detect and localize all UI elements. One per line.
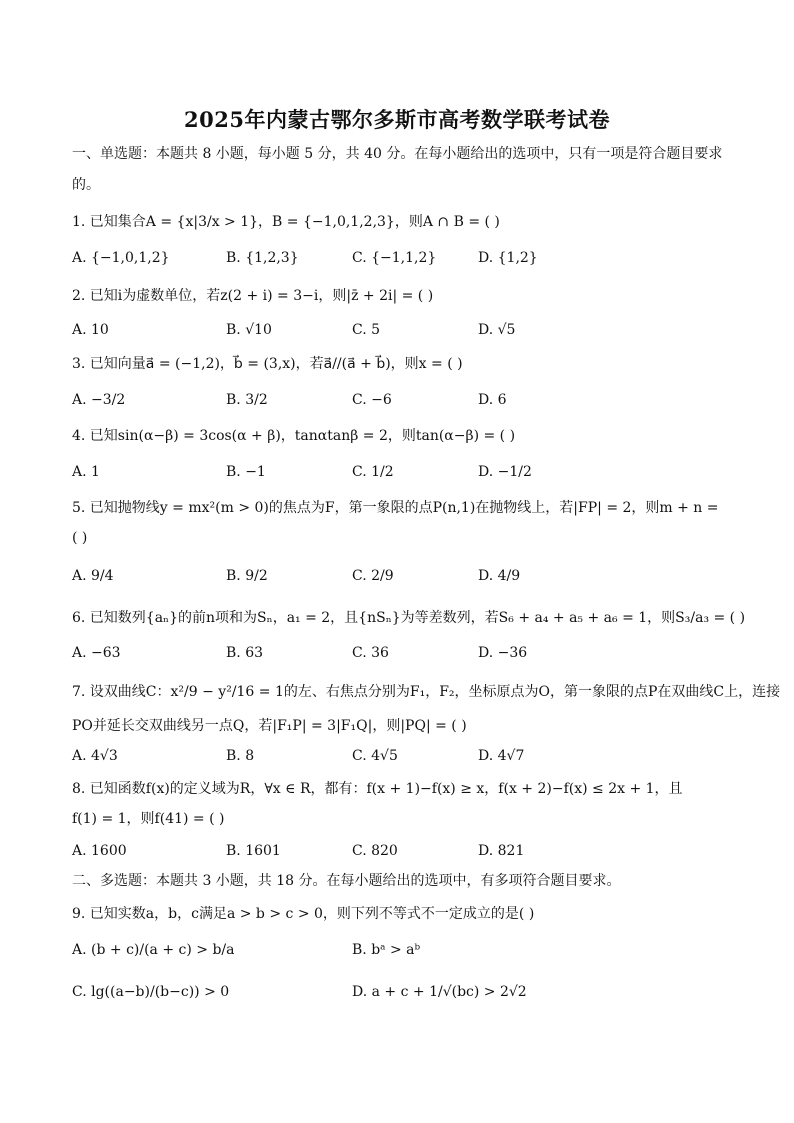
option-d: D. −1/2	[478, 464, 532, 480]
section1-header-line1: 一、单选题：本题共 8 小题，每小题 5 分，共 40 分。在每小题给出的选项中，只有一项是符合题目要求	[72, 146, 723, 162]
page-title: 2025年内蒙古鄂尔多斯市高考数学联考试卷	[184, 107, 610, 132]
option-b: B. √10	[226, 322, 272, 338]
question-5-stem: 5. 已知抛物线y = mx²(m > 0)的焦点为F，第一象限的点P(n,1)在抛物线上，若|FP| = 2，则m + n =	[72, 500, 719, 516]
question-4-stem: 4. 已知sin(α−β) = 3cos(α + β)，tanαtanβ = 2，则tan(α−β) = ( )	[72, 428, 516, 444]
question-5-stem-cont: ( )	[72, 530, 88, 546]
option-a: A. (b + c)/(a + c) > b/a	[72, 942, 235, 958]
question-2-stem: 2. 已知i为虚数单位，若z(2 + i) = 3−i，则|z̄ + 2i| = ( )	[72, 288, 434, 304]
option-a: A. 1	[72, 464, 100, 480]
option-a: A. 1600	[72, 843, 127, 859]
question-9-options-row1	[72, 940, 732, 960]
option-c: C. 4√5	[352, 748, 398, 764]
option-d: D. 4√7	[478, 748, 525, 764]
option-d: D. −36	[478, 645, 528, 661]
question-7-options	[72, 746, 732, 766]
question-7-stem-cont: PO并延长交双曲线另一点Q，若|F₁P| = 3|F₁Q|，则|PQ| = ( )	[72, 718, 467, 734]
option-b: B. bᵃ > aᵇ	[352, 942, 421, 958]
option-d: D. a + c + 1/√(bc) > 2√2	[352, 984, 527, 1000]
question-9-options-row2	[72, 982, 732, 1002]
option-c: C. −6	[352, 392, 392, 408]
section1-header-line2: 的。	[72, 177, 100, 193]
option-b: B. −1	[226, 464, 266, 480]
option-c: C. 2/9	[352, 568, 394, 584]
question-9-stem: 9. 已知实数a，b，c满足a > b > c > 0，则下列不等式不一定成立的是( )	[72, 906, 535, 922]
section2-header: 二、多选题：本题共 3 小题，共 18 分。在每小题给出的选项中，有多项符合题目要求。	[72, 873, 621, 889]
question-3-stem: 3. 已知向量a⃗ = (−1,2)，b⃗ = (3,x)，若a⃗//(a⃗ + b⃗)，则x = ( )	[72, 356, 463, 372]
option-c: C. 1/2	[352, 464, 394, 480]
question-8-stem-cont: f(1) = 1，则f(41) = ( )	[72, 811, 225, 827]
option-d: D. 6	[478, 392, 507, 408]
question-8-stem: 8. 已知函数f(x)的定义域为R，∀x ∈ R，都有：f(x + 1)−f(x) ≥ x，f(x + 2)−f(x) ≤ 2x + 1，且	[72, 781, 683, 797]
question-2-options	[72, 320, 732, 340]
question-5-options	[72, 566, 732, 586]
option-c: C. lg((a−b)/(b−c)) > 0	[72, 984, 230, 1000]
option-b: B. 9/2	[226, 568, 268, 584]
question-4-options	[72, 462, 732, 482]
option-a: A. −63	[72, 645, 121, 661]
option-c: C. 36	[352, 645, 389, 661]
question-1-options	[72, 248, 732, 268]
option-c: C. 820	[352, 843, 398, 859]
option-a: A. −3/2	[72, 392, 126, 408]
question-7-stem: 7. 设双曲线C：x²/9 − y²/16 = 1的左、右焦点分别为F₁，F₂，坐标原点为O，第一象限的点P在双曲线C上，连接	[72, 684, 781, 700]
question-6-options	[72, 643, 732, 663]
option-b: B. {1,2,3}	[226, 250, 299, 266]
option-c: C. 5	[352, 322, 381, 338]
option-d: D. 821	[478, 843, 525, 859]
option-a: A. 4√3	[72, 748, 118, 764]
question-8-options	[72, 841, 732, 861]
question-1-stem: 1. 已知集合A = {x|3/x > 1}，B = {−1,0,1,2,3}，则A ∩ B = ( )	[72, 214, 500, 230]
option-b: B. 63	[226, 645, 264, 661]
option-c: C. {−1,1,2}	[352, 250, 437, 266]
option-d: D. {1,2}	[478, 250, 538, 266]
option-b: B. 8	[226, 748, 255, 764]
option-a: A. 10	[72, 322, 109, 338]
option-d: D. 4/9	[478, 568, 521, 584]
option-a: A. {−1,0,1,2}	[72, 250, 170, 266]
option-b: B. 3/2	[226, 392, 268, 408]
option-a: A. 9/4	[72, 568, 114, 584]
question-3-options	[72, 390, 732, 410]
question-6-stem: 6. 已知数列{aₙ}的前n项和为Sₙ，a₁ = 2，且{nSₙ}为等差数列，若S₆ + a₄ + a₅ + a₆ = 1，则S₃/a₃ = ( )	[72, 610, 746, 626]
option-b: B. 1601	[226, 843, 281, 859]
option-d: D. √5	[478, 322, 516, 338]
